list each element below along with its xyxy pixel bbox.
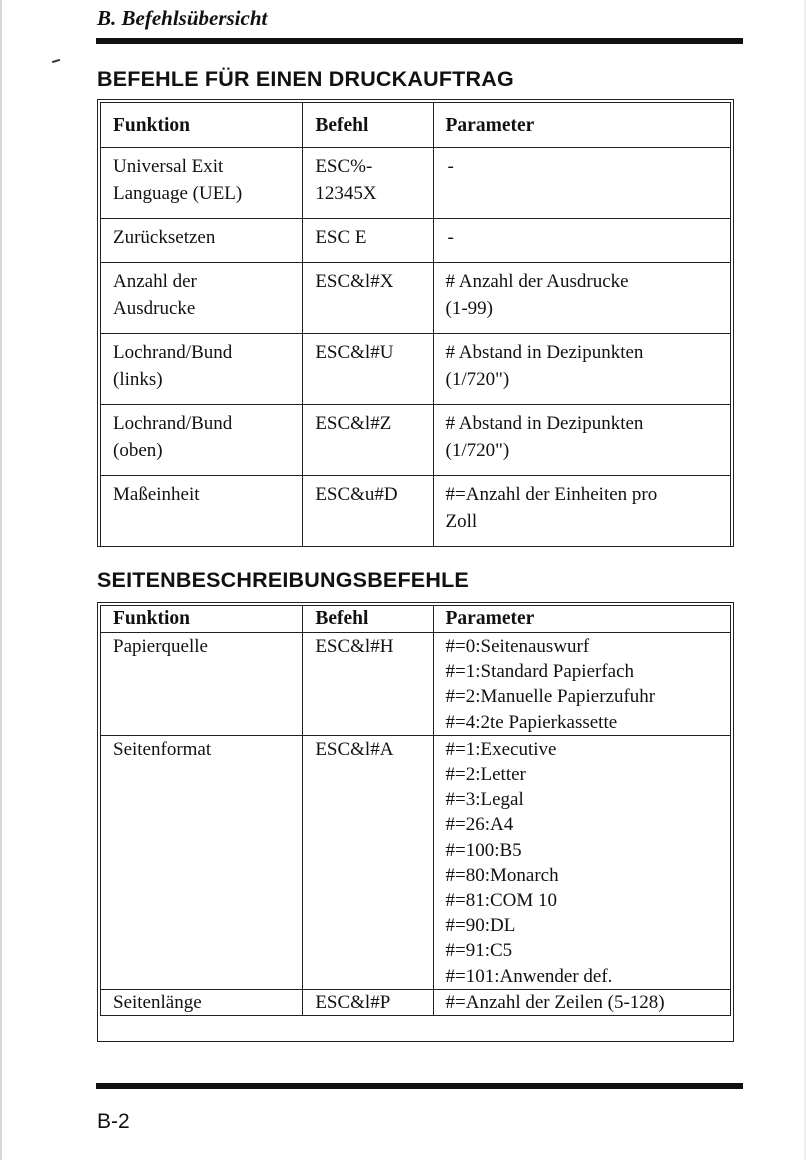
column-header-befehl: Befehl	[303, 103, 433, 148]
table-row	[101, 476, 731, 547]
page-edge	[0, 0, 2, 1160]
print-job-commands-table-frame	[97, 99, 734, 547]
column-header-parameter: Parameter	[433, 103, 730, 148]
funktion-cell: Lochrand/Bund (links)	[101, 334, 303, 405]
befehl-cell: ESC E	[303, 219, 433, 263]
section-heading-print-job: BEFEHLE FÜR EINEN DRUCKAUFTRAG	[97, 67, 514, 91]
table-row	[101, 735, 731, 989]
table-row	[101, 148, 731, 219]
funktion-cell: Lochrand/Bund (oben)	[101, 405, 303, 476]
table-row	[101, 263, 731, 334]
funktion-cell: Anzahl der Ausdrucke	[101, 263, 303, 334]
footer-rule	[96, 1083, 743, 1089]
parameter-cell: #=Anzahl der Einheiten pro Zoll	[433, 476, 730, 547]
column-header-parameter: Parameter	[433, 606, 730, 633]
parameter-cell: -	[433, 148, 730, 219]
funktion-cell: Seitenlänge	[101, 989, 303, 1015]
parameter-cell: #=Anzahl der Zeilen (5-128)	[433, 989, 730, 1015]
table-row	[101, 405, 731, 476]
header-rule	[96, 38, 743, 44]
column-header-befehl: Befehl	[303, 606, 433, 633]
befehl-cell: ESC&l#P	[303, 989, 433, 1015]
page-description-commands-table	[100, 605, 731, 1016]
parameter-cell: #=0:Seitenauswurf #=1:Standard Papierfach #=2:Manuelle Papierzufuhr #=4:2te Papierkassette	[433, 633, 730, 736]
parameter-cell: # Anzahl der Ausdrucke (1-99)	[433, 263, 730, 334]
parameter-cell: #=1:Executive #=2:Letter #=3:Legal #=26:A4 #=100:B5 #=80:Monarch #=81:COM 10 #=90:DL #=91:C5 #=101:Anwender def.	[433, 735, 730, 989]
parameter-cell: -	[433, 219, 730, 263]
table-row	[101, 989, 731, 1015]
column-header-funktion: Funktion	[101, 103, 303, 148]
befehl-cell: ESC&l#A	[303, 735, 433, 989]
funktion-cell: Universal Exit Language (UEL)	[101, 148, 303, 219]
table-row	[101, 334, 731, 405]
print-job-commands-table	[100, 102, 731, 547]
funktion-cell: Zurücksetzen	[101, 219, 303, 263]
column-header-funktion: Funktion	[101, 606, 303, 633]
befehl-cell: ESC&l#U	[303, 334, 433, 405]
befehl-cell: ESC&l#X	[303, 263, 433, 334]
table-header-row	[101, 103, 731, 148]
parameter-cell: # Abstand in Dezipunkten (1/720")	[433, 405, 730, 476]
befehl-cell: ESC%- 12345X	[303, 148, 433, 219]
table-header-row	[101, 606, 731, 633]
scan-mark	[52, 59, 60, 63]
funktion-cell: Seitenformat	[101, 735, 303, 989]
funktion-cell: Maßeinheit	[101, 476, 303, 547]
parameter-cell: # Abstand in Dezipunkten (1/720")	[433, 334, 730, 405]
table-row	[101, 633, 731, 736]
befehl-cell: ESC&l#Z	[303, 405, 433, 476]
page-description-commands-table-frame	[97, 602, 734, 1042]
table-row	[101, 219, 731, 263]
page-number: B-2	[97, 1110, 130, 1133]
befehl-cell: ESC&u#D	[303, 476, 433, 547]
funktion-cell: Papierquelle	[101, 633, 303, 736]
befehl-cell: ESC&l#H	[303, 633, 433, 736]
chapter-header: B. Befehlsübersicht	[97, 6, 268, 30]
section-heading-page-description: SEITENBESCHREIBUNGSBEFEHLE	[97, 568, 469, 592]
